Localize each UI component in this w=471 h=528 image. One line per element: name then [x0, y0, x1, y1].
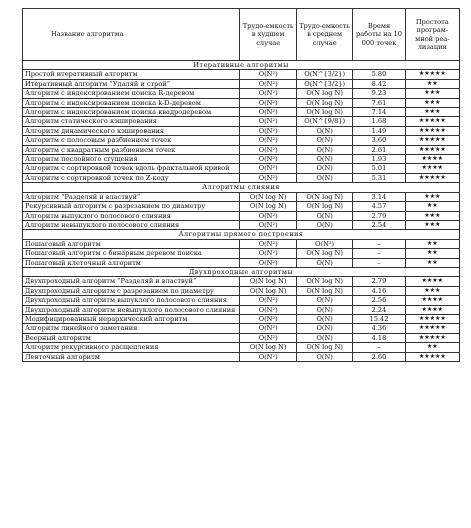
table-row — [23, 324, 460, 333]
worst-case-complexity: O(N²) — [240, 117, 296, 126]
document-page — [22, 8, 460, 362]
table-row — [23, 164, 460, 173]
algorithm-name: Алгоритм линейного заметания — [23, 324, 240, 333]
average-case-complexity: O(N log N) — [296, 89, 352, 98]
header-simplicity: Простота програм-мной реа-лизации — [405, 9, 459, 61]
worst-case-complexity: O(N²) — [240, 79, 296, 88]
simplicity-rating: ★★★★★ — [405, 126, 459, 135]
table-row — [23, 286, 460, 295]
average-case-complexity: O(N log N) — [296, 192, 352, 201]
table-header-row — [23, 9, 460, 61]
worst-case-complexity: O(N²) — [240, 164, 296, 173]
worst-case-complexity: O(N²) — [240, 145, 296, 154]
simplicity-rating: ★★ — [405, 343, 459, 352]
simplicity-rating: ★★★ — [405, 192, 459, 201]
worst-case-complexity: O(N²) — [240, 314, 296, 323]
run-time: 5.80 — [353, 70, 405, 79]
table-row — [23, 173, 460, 182]
run-time: 15.42 — [353, 314, 405, 323]
algorithm-name: Алгоритм с сортировкой точек вдоль фрактальной кривой — [23, 164, 240, 173]
run-time: 7.14 — [353, 108, 405, 117]
table-row — [23, 117, 460, 126]
average-case-complexity: O(N) — [296, 314, 352, 323]
simplicity-rating: ★★★ — [405, 211, 459, 220]
run-time: 3.14 — [353, 192, 405, 201]
simplicity-rating: ★★★★ — [405, 164, 459, 173]
run-time: 2.61 — [353, 145, 405, 154]
table-row — [23, 98, 460, 107]
table-row — [23, 333, 460, 342]
worst-case-complexity: O(N²) — [240, 249, 296, 258]
simplicity-rating: ★★ — [405, 239, 459, 248]
average-case-complexity: O(N) — [296, 145, 352, 154]
worst-case-complexity: O(N²) — [240, 333, 296, 342]
run-time: 9.23 — [353, 89, 405, 98]
table-row — [23, 343, 460, 352]
table-row — [23, 79, 460, 88]
average-case-complexity: O(N) — [296, 220, 352, 229]
average-case-complexity: O(N log N) — [296, 277, 352, 286]
average-case-complexity: O(N) — [296, 352, 352, 361]
simplicity-rating: ★★★ — [405, 108, 459, 117]
worst-case-complexity: O(N²) — [240, 108, 296, 117]
algorithm-name: Алгоритм с полосовым разбиением точек — [23, 136, 240, 145]
section-title: Алгоритмы прямого построения — [23, 230, 460, 239]
algorithm-name: Веерный алгоритм — [23, 333, 240, 342]
simplicity-rating: ★★ — [405, 79, 459, 88]
average-case-complexity: O(N²) — [296, 239, 352, 248]
average-case-complexity: O(N) — [296, 333, 352, 342]
table-row — [23, 277, 460, 286]
worst-case-complexity: O(N²) — [240, 324, 296, 333]
worst-case-complexity: O(N²) — [240, 296, 296, 305]
section-title: Алгоритмы слияния — [23, 183, 460, 192]
table-row — [23, 220, 460, 229]
average-case-complexity: O(N^{9/8}) — [296, 117, 352, 126]
simplicity-rating: ★★★★★ — [405, 173, 459, 182]
algorithm-name: Алгоритм с индексированием поиска квадродеревом — [23, 108, 240, 117]
run-time: 1.49 — [353, 126, 405, 135]
simplicity-rating: ★★★★ — [405, 277, 459, 286]
algorithm-name: Алгоритм с индексированием поиска R-деревом — [23, 89, 240, 98]
average-case-complexity: O(N) — [296, 126, 352, 135]
header-average: Трудо-емкость в среднем случае — [296, 9, 352, 61]
worst-case-complexity: O(N²) — [240, 220, 296, 229]
simplicity-rating: ★★ — [405, 202, 459, 211]
section-title: Двухпроходные алгоритмы — [23, 267, 460, 276]
run-time: 7.61 — [353, 98, 405, 107]
table-row — [23, 89, 460, 98]
simplicity-rating: ★★★★ — [405, 296, 459, 305]
simplicity-rating: ★★★★ — [405, 305, 459, 314]
algorithm-name: Алгоритм выпуклого полосового слияния — [23, 211, 240, 220]
run-time: – — [353, 258, 405, 267]
algorithm-name: Алгоритм статического кэширования — [23, 117, 240, 126]
worst-case-complexity: O(N²) — [240, 258, 296, 267]
table-row — [23, 314, 460, 323]
run-time: 5.31 — [353, 173, 405, 182]
algorithms-table — [22, 8, 460, 362]
worst-case-complexity: O(N²) — [240, 305, 296, 314]
table-row — [23, 239, 460, 248]
average-case-complexity: O(N log N) — [296, 98, 352, 107]
run-time: 8.42 — [353, 79, 405, 88]
average-case-complexity: O(N) — [296, 211, 352, 220]
average-case-complexity: O(N) — [296, 164, 352, 173]
algorithm-name: Алгоритм рекурсивного расщепления — [23, 343, 240, 352]
run-time: 4.16 — [353, 286, 405, 295]
table-body — [23, 61, 460, 362]
table-row — [23, 126, 460, 135]
average-case-complexity: O(N log N) — [296, 202, 352, 211]
average-case-complexity: O(N) — [296, 296, 352, 305]
run-time: 5.01 — [353, 164, 405, 173]
section-row — [23, 183, 460, 192]
run-time: 4.57 — [353, 202, 405, 211]
section-row — [23, 267, 460, 276]
worst-case-complexity: O(N²) — [240, 136, 296, 145]
average-case-complexity: O(N) — [296, 136, 352, 145]
header-time: Время работы на 10 000 точек — [353, 9, 405, 61]
table-row — [23, 108, 460, 117]
algorithm-name: Алгоритм с индексированием поиска k-D-деревом — [23, 98, 240, 107]
table-row — [23, 70, 460, 79]
average-case-complexity: O(N) — [296, 173, 352, 182]
table-row — [23, 249, 460, 258]
worst-case-complexity: O(N log N) — [240, 343, 296, 352]
algorithm-name: Алгоритм послойного сгущения — [23, 155, 240, 164]
algorithm-name: Алгоритм с сортировкой точек по Z-коду — [23, 173, 240, 182]
simplicity-rating: ★★★★★ — [405, 117, 459, 126]
run-time: 2.24 — [353, 305, 405, 314]
table-row — [23, 155, 460, 164]
algorithm-name: Пошаговый клеточный алгоритм — [23, 258, 240, 267]
average-case-complexity: O(N) — [296, 324, 352, 333]
simplicity-rating: ★★★★★ — [405, 314, 459, 323]
run-time: 2.56 — [353, 296, 405, 305]
table-row — [23, 145, 460, 154]
algorithm-name: Алгоритм “Разделяй и властвуй” — [23, 192, 240, 201]
algorithm-name: Двухпроходный алгоритм невыпуклого полосового слияния — [23, 305, 240, 314]
worst-case-complexity: O(N²) — [240, 211, 296, 220]
worst-case-complexity: O(N log N) — [240, 192, 296, 201]
algorithm-name: Алгоритм динамического кэширования — [23, 126, 240, 135]
average-case-complexity: O(N) — [296, 155, 352, 164]
run-time: 2.54 — [353, 220, 405, 229]
table-row — [23, 296, 460, 305]
algorithm-name: Алгоритм невыпуклого полосового слияния — [23, 220, 240, 229]
section-title: Итеративные алгоритмы — [23, 61, 460, 70]
algorithm-name: Пошаговый алгоритм — [23, 239, 240, 248]
table-row — [23, 211, 460, 220]
table-row — [23, 202, 460, 211]
worst-case-complexity: O(N log N) — [240, 202, 296, 211]
worst-case-complexity: O(N²) — [240, 155, 296, 164]
section-row — [23, 230, 460, 239]
algorithm-name: Двухпроходный алгоритм “Разделяй и властвуй” — [23, 277, 240, 286]
run-time: 3.60 — [353, 136, 405, 145]
worst-case-complexity: O(N²) — [240, 173, 296, 182]
algorithm-name: Двухпроходный алгоритм с разрезанием по диаметру — [23, 286, 240, 295]
run-time: – — [353, 249, 405, 258]
header-worst: Трудо-емкость в худшем случае — [240, 9, 296, 61]
average-case-complexity: O(N log N) — [296, 343, 352, 352]
simplicity-rating: ★★★★★ — [405, 136, 459, 145]
simplicity-rating: ★★ — [405, 249, 459, 258]
average-case-complexity: O(N log N) — [296, 249, 352, 258]
average-case-complexity: O(N^{3/2}) — [296, 79, 352, 88]
worst-case-complexity: O(N²) — [240, 98, 296, 107]
table-row — [23, 352, 460, 361]
run-time: 2.60 — [353, 352, 405, 361]
simplicity-rating: ★★★★★ — [405, 333, 459, 342]
simplicity-rating: ★★★ — [405, 98, 459, 107]
run-time: 1.93 — [353, 155, 405, 164]
simplicity-rating: ★★★ — [405, 220, 459, 229]
algorithm-name: Ленточный алгоритм — [23, 352, 240, 361]
average-case-complexity: O(N^{3/2}) — [296, 70, 352, 79]
algorithm-name: Пошаговый алгоритм с бинарным деревом поиска — [23, 249, 240, 258]
algorithm-name: Простой итеративный алгоритм — [23, 70, 240, 79]
run-time: 1.68 — [353, 117, 405, 126]
section-row — [23, 61, 460, 70]
simplicity-rating: ★★★★★ — [405, 352, 459, 361]
table-row — [23, 136, 460, 145]
table-row — [23, 258, 460, 267]
table-row — [23, 192, 460, 201]
table-row — [23, 305, 460, 314]
run-time: 2.79 — [353, 277, 405, 286]
average-case-complexity: O(N) — [296, 305, 352, 314]
worst-case-complexity: O(N²) — [240, 352, 296, 361]
worst-case-complexity: O(N²) — [240, 70, 296, 79]
simplicity-rating: ★★★ — [405, 89, 459, 98]
algorithm-name: Двухпроходный алгоритм выпуклого полосового слияния — [23, 296, 240, 305]
simplicity-rating: ★★★★ — [405, 155, 459, 164]
simplicity-rating: ★★★ — [405, 286, 459, 295]
worst-case-complexity: O(N log N) — [240, 286, 296, 295]
average-case-complexity: O(N) — [296, 258, 352, 267]
simplicity-rating: ★★ — [405, 258, 459, 267]
run-time: 4.18 — [353, 333, 405, 342]
worst-case-complexity: O(N²) — [240, 89, 296, 98]
algorithm-name: Рекурсивный алгоритм с разрезанием по диаметру — [23, 202, 240, 211]
algorithm-name: Модифицированный иерархический алгоритм — [23, 314, 240, 323]
algorithm-name: Итеративный алгоритм “Удаляй и строй” — [23, 79, 240, 88]
worst-case-complexity: O(N²) — [240, 239, 296, 248]
simplicity-rating: ★★★★★ — [405, 70, 459, 79]
run-time: 2.79 — [353, 211, 405, 220]
average-case-complexity: O(N log N) — [296, 108, 352, 117]
run-time: – — [353, 239, 405, 248]
run-time: 4.36 — [353, 324, 405, 333]
simplicity-rating: ★★★★★ — [405, 145, 459, 154]
worst-case-complexity: O(N²) — [240, 126, 296, 135]
run-time: – — [353, 343, 405, 352]
simplicity-rating: ★★★★★ — [405, 324, 459, 333]
header-name: Название алгоритма — [23, 9, 240, 61]
worst-case-complexity: O(N log N) — [240, 277, 296, 286]
average-case-complexity: O(N log N) — [296, 286, 352, 295]
algorithm-name: Алгоритм с квадратным разбиением точек — [23, 145, 240, 154]
